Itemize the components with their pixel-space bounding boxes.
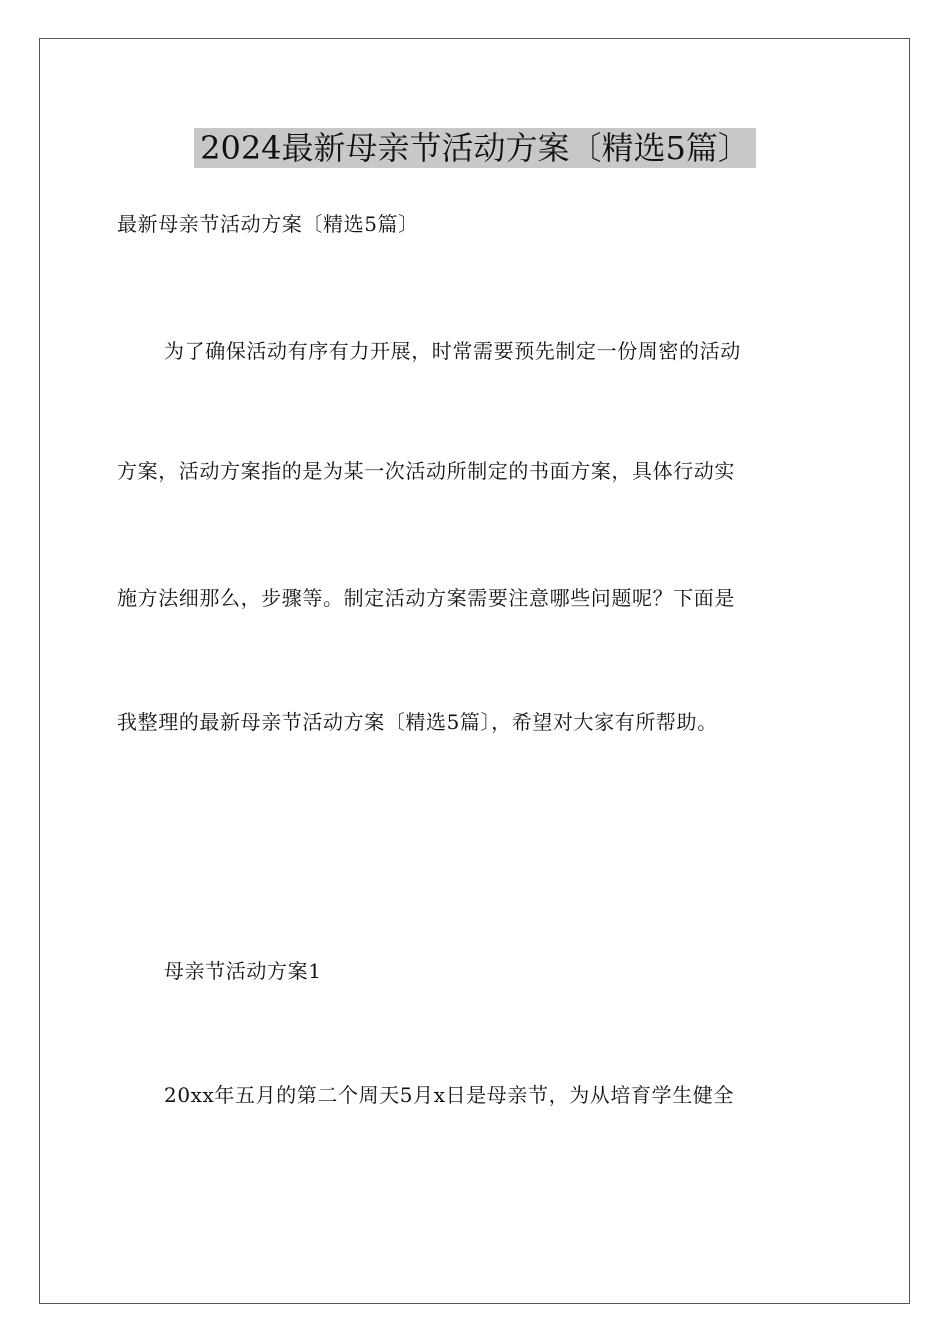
- intro-line-3: 施方法细那么，步骤等。制定活动方案需要注意哪些问题呢？下面是: [117, 586, 735, 610]
- section-paragraph-line-1: 20xx年五月的第二个周天5月x日是母亲节，为从培育学生健全: [164, 1083, 735, 1107]
- intro-line-2: 方案，活动方案指的是为某一次活动所制定的书面方案，具体行动实: [117, 459, 735, 483]
- intro-line-1: 为了确保活动有序有力开展，时常需要预先制定一份周密的活动: [164, 339, 741, 363]
- intro-line-4: 我整理的最新母亲节活动方案〔精选5篇〕，希望对大家有所帮助。: [117, 710, 718, 734]
- document-title: 2024最新母亲节活动方案〔精选5篇〕: [194, 128, 756, 168]
- document-subtitle: 最新母亲节活动方案〔精选5篇〕: [117, 212, 419, 236]
- section-heading: 母亲节活动方案1: [164, 959, 322, 983]
- title-container: [0, 128, 950, 168]
